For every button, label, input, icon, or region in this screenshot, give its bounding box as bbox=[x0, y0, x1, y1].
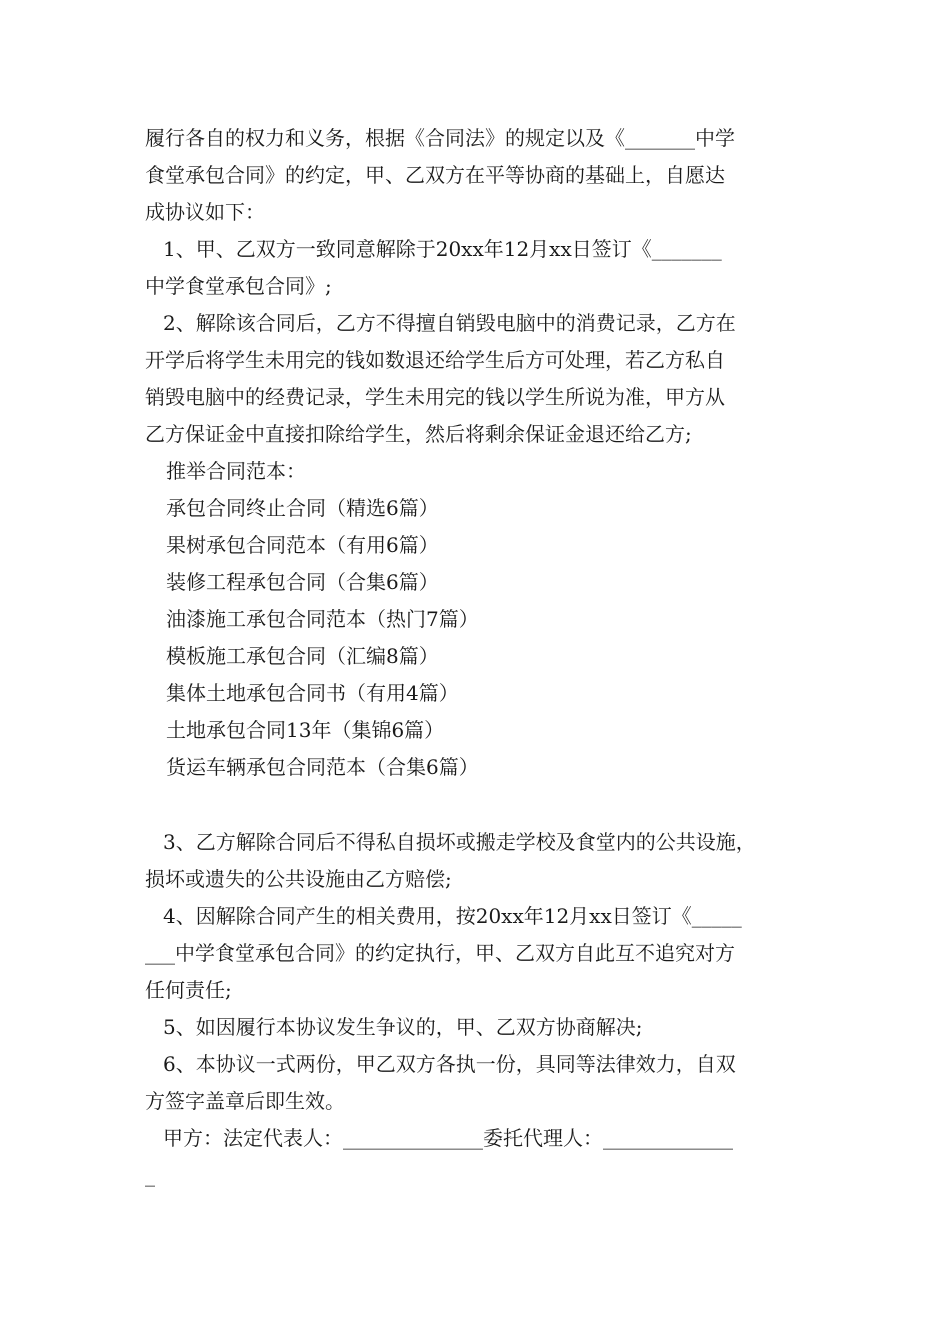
clause4-line-1: 4、因解除合同产生的相关费用，按20xx年12月xx日签订《_____ bbox=[163, 904, 742, 928]
recommend-link[interactable]: 承包合同终止合同（精选6篇） bbox=[166, 496, 439, 520]
clause2-line-3: 销毁电脑中的经费记录，学生未用完的钱以学生所说为准，甲方从 bbox=[145, 385, 725, 409]
intro-line-1: 履行各自的权力和义务，根据《合同法》的规定以及《_______中学 bbox=[145, 126, 735, 150]
clause2-line-4: 乙方保证金中直接扣除给学生，然后将剩余保证金退还给乙方; bbox=[145, 422, 692, 446]
recommend-link[interactable]: 油漆施工承包合同范本（热门7篇） bbox=[166, 607, 479, 631]
recommend-link[interactable]: 货运车辆承包合同范本（合集6篇） bbox=[166, 755, 479, 779]
recommend-title: 推举合同范本： bbox=[166, 459, 306, 483]
clause6-line-1: 6、本协议一式两份，甲乙双方各执一份，具同等法律效力，自双 bbox=[163, 1052, 736, 1076]
recommend-link[interactable]: 装修工程承包合同（合集6篇） bbox=[166, 570, 439, 594]
clause1-line-2: 中学食堂承包合同》; bbox=[145, 274, 332, 298]
recommend-link[interactable]: 模板施工承包合同（汇编8篇） bbox=[166, 644, 439, 668]
clause3-line-2: 损坏或遗失的公共设施由乙方赔偿; bbox=[145, 867, 452, 891]
signature-line-2: _ bbox=[145, 1163, 155, 1187]
clause6-line-2: 方签字盖章后即生效。 bbox=[145, 1089, 345, 1113]
signature-line-1: 甲方：法定代表人：______________委托代理人：_____________ bbox=[163, 1126, 733, 1150]
clause2-line-2: 开学后将学生未用完的钱如数退还给学生后方可处理，若乙方私自 bbox=[145, 348, 725, 372]
recommend-link[interactable]: 土地承包合同13年（集锦6篇） bbox=[166, 718, 445, 742]
clause4-line-2: ___中学食堂承包合同》的约定执行，甲、乙双方自此互不追究对方 bbox=[145, 941, 735, 965]
clause5-line-1: 5、如因履行本协议发生争议的，甲、乙双方协商解决; bbox=[163, 1015, 643, 1039]
clause1-line-1: 1、甲、乙双方一致同意解除于20xx年12月xx日签订《_______ bbox=[163, 237, 722, 261]
clause3-line-1: 3、乙方解除合同后不得私自损坏或搬走学校及食堂内的公共设施， bbox=[163, 830, 756, 854]
clause2-line-1: 2、解除该合同后，乙方不得擅自销毁电脑中的消费记录，乙方在 bbox=[163, 311, 736, 335]
clause4-line-3: 任何责任; bbox=[145, 978, 232, 1002]
recommend-link[interactable]: 果树承包合同范本（有用6篇） bbox=[166, 533, 439, 557]
intro-line-3: 成协议如下： bbox=[145, 200, 265, 224]
intro-line-2: 食堂承包合同》的约定，甲、乙双方在平等协商的基础上，自愿达 bbox=[145, 163, 725, 187]
recommend-link[interactable]: 集体土地承包合同书（有用4篇） bbox=[166, 681, 459, 705]
